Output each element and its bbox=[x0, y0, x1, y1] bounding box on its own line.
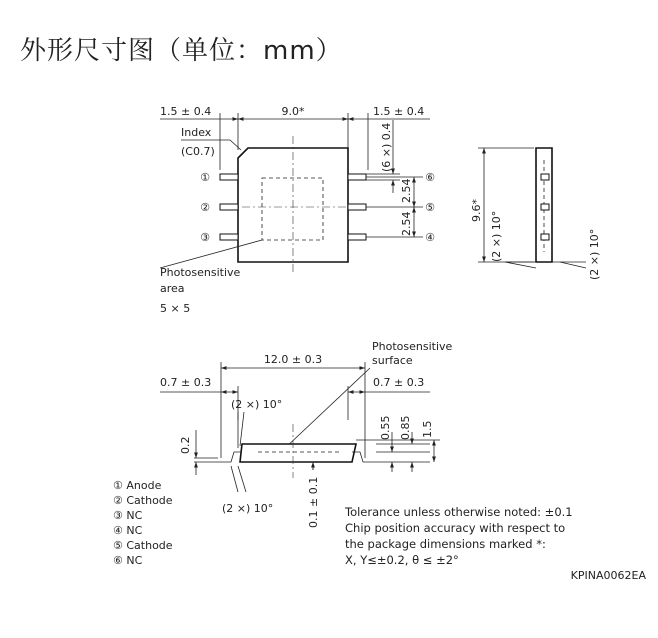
note-line-3: the package dimensions marked *: bbox=[345, 537, 546, 551]
drawing-code: KPINA0062EA bbox=[570, 569, 646, 582]
side-angle-left: (2 ×) 10° bbox=[490, 210, 503, 262]
pitch-dim-lower: 2.54 bbox=[400, 211, 413, 236]
pin-marker-2: ② bbox=[200, 201, 210, 214]
height-dim: 9.6* bbox=[470, 199, 483, 222]
dim-1-5: 1.5 bbox=[421, 420, 434, 438]
legend-item-2: ② Cathode bbox=[113, 494, 173, 507]
top-view bbox=[160, 105, 435, 315]
tolerance-notes bbox=[344, 505, 573, 567]
photosensitive-label-line1: Photosensitive bbox=[160, 266, 241, 279]
note-line-2: Chip position accuracy with respect to bbox=[345, 521, 566, 535]
surface-label-line1: Photosensitive bbox=[372, 340, 453, 353]
photosensitive-size: 5 × 5 bbox=[160, 302, 191, 315]
left-lead-dim: 1.5 ± 0.4 bbox=[160, 105, 212, 118]
pin-marker-4: ④ bbox=[425, 231, 435, 244]
front-left-lead-dim: 0.7 ± 0.3 bbox=[160, 376, 212, 389]
lead-height-dim: 0.2 bbox=[179, 436, 192, 454]
legend-item-4: ④ NC bbox=[113, 524, 143, 537]
front-body bbox=[240, 444, 356, 462]
pin-marker-5: ⑤ bbox=[425, 201, 435, 214]
note-line-4: X, Y≤±0.2, θ ≤ ±2° bbox=[345, 553, 459, 567]
pin-marker-3: ③ bbox=[200, 231, 210, 244]
side-angle-right: (2 ×) 10° bbox=[588, 228, 601, 280]
photosensitive-label-line2: area bbox=[160, 282, 185, 295]
page-title: 外形尺寸图（单位：mm） bbox=[20, 36, 343, 66]
front-angle-bottom: (2 ×) 10° bbox=[222, 502, 274, 515]
dim-0-85: 0.85 bbox=[399, 415, 412, 440]
pin-marker-6: ⑥ bbox=[425, 171, 435, 184]
pin-legend bbox=[113, 479, 173, 567]
surface-label-line2: surface bbox=[372, 354, 413, 367]
legend-item-3: ③ NC bbox=[113, 509, 143, 522]
lead-thickness-dim: (6 ×) 0.4 bbox=[380, 122, 393, 172]
front-view bbox=[160, 340, 453, 528]
legend-item-5: ⑤ Cathode bbox=[113, 539, 173, 552]
legend-item-6: ⑥ NC bbox=[113, 554, 143, 567]
index-label: Index bbox=[181, 126, 212, 139]
left-leads bbox=[220, 174, 238, 240]
overall-length-dim: 12.0 ± 0.3 bbox=[263, 353, 323, 366]
front-angle-top: (2 ×) 10° bbox=[231, 398, 283, 411]
note-line-1: Tolerance unless otherwise noted: ±0.1 bbox=[345, 505, 573, 519]
pin-marker-1: ① bbox=[200, 171, 210, 184]
legend-item-1: ① Anode bbox=[113, 479, 162, 492]
dim-0-55: 0.55 bbox=[379, 415, 392, 440]
side-view bbox=[470, 148, 601, 280]
standoff-dim: 0.1 ± 0.1 bbox=[307, 476, 320, 528]
front-right-lead-dim: 0.7 ± 0.3 bbox=[373, 376, 425, 389]
chamfer-label: (C0.7) bbox=[181, 145, 215, 158]
right-leads bbox=[348, 174, 366, 240]
body-width-dim: 9.0* bbox=[281, 105, 305, 118]
pitch-dim-upper: 2.54 bbox=[400, 178, 413, 203]
right-lead-dim: 1.5 ± 0.4 bbox=[373, 105, 425, 118]
